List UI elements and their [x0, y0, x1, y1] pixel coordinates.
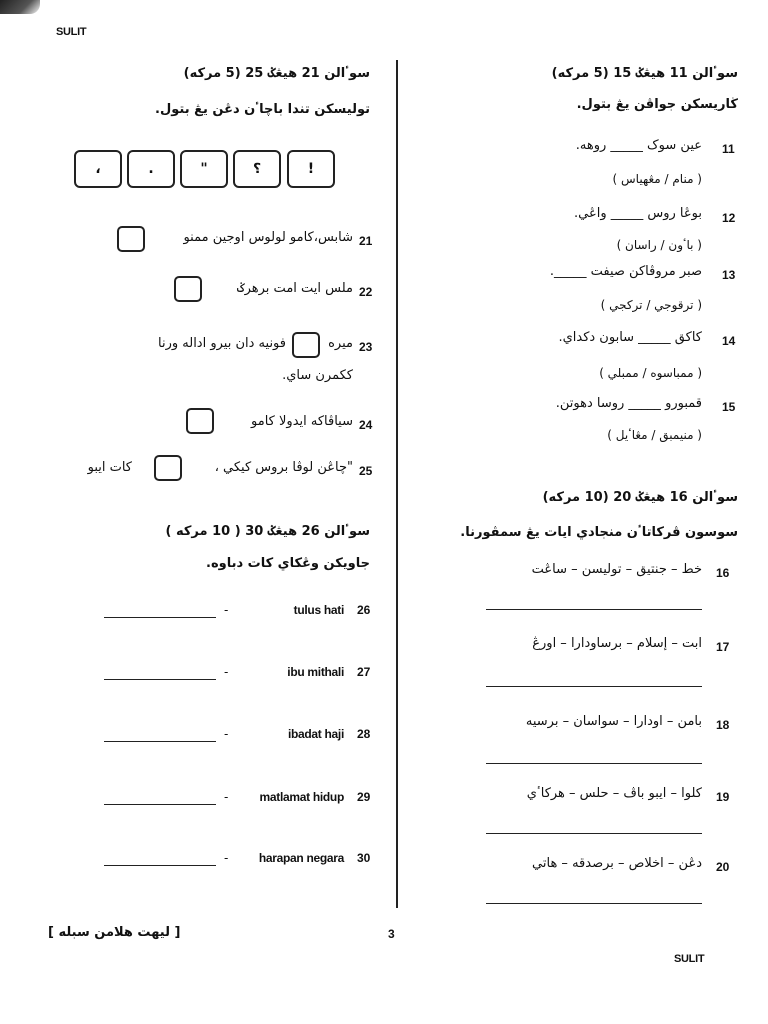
question-14-text: كاكق _____ سابون دكداي.: [558, 330, 702, 345]
dash: -: [224, 727, 229, 741]
question-24-text: سياڤاكه ايدولا كامو: [251, 414, 353, 429]
answer-box-22[interactable]: [174, 276, 202, 302]
question-number: 15: [722, 400, 736, 414]
section-16-20-instruction: سوسون ڤركاتاٴن منجادي ايات يڠ سمڤورنا.: [460, 525, 738, 540]
answer-line-18[interactable]: [486, 763, 702, 764]
answer-line-19[interactable]: [486, 833, 702, 834]
punctuation-box-question: ؟: [233, 150, 281, 188]
question-number: 18: [716, 718, 730, 732]
answer-box-25[interactable]: [154, 455, 182, 481]
question-number: 16: [716, 566, 730, 580]
question-18-text: بامن – اودارا – سواسان – برسيه: [525, 714, 702, 729]
rumi-word-26: tulus hati: [293, 603, 344, 617]
question-number: 14: [722, 334, 736, 348]
question-16-text: خط – جنتيق – توليسن – ساڠت: [531, 562, 702, 577]
turn-page-note: [ ليهت هلامن سبله ]: [48, 925, 181, 940]
answer-line-27[interactable]: [104, 679, 216, 680]
column-divider: [396, 60, 398, 908]
question-11-options: ( منام / مڠهياس ): [612, 172, 702, 186]
question-12-text: بوڠا روس _____ واڠي.: [574, 206, 702, 221]
rumi-word-28: ibadat haji: [287, 727, 344, 741]
question-13-options: ( ترقوجي / ترکجي ): [600, 298, 702, 312]
rumi-word-30: harapan negara: [258, 851, 344, 865]
question-25-text-b: كات ايبو: [87, 460, 132, 475]
question-number: 21: [359, 234, 373, 248]
question-number: 19: [716, 790, 730, 804]
answer-box-24[interactable]: [186, 408, 214, 434]
punctuation-box-period: .: [127, 150, 175, 188]
question-12-options: ( باٴون / راسان ): [616, 238, 702, 252]
dash: -: [224, 790, 229, 804]
sulit-label-top: SULIT: [56, 26, 87, 38]
question-23-text-c: ككمرن ساي.: [282, 368, 353, 383]
question-number: 20: [716, 860, 730, 874]
dash: -: [224, 603, 229, 617]
answer-line-16[interactable]: [486, 609, 702, 610]
section-11-15-heading: سوٴالن 11 هيڠݢ 15 (5 مركه): [551, 66, 738, 81]
section-26-30-heading: سوٴالن 26 هيڠݢ 30 ( 10 مركه ): [165, 524, 370, 539]
question-number: 28: [357, 727, 371, 741]
punctuation-box-exclamation: !: [287, 150, 335, 188]
scan-corner-mark: [0, 0, 40, 14]
question-number: 27: [357, 665, 371, 679]
section-21-25-heading: سوٴالن 21 هيڠݢ 25 (5 مركه): [183, 66, 370, 81]
question-19-text: كلوا – ايبو باڤ – حلس – هركاٴي: [526, 786, 702, 801]
question-number: 23: [359, 340, 373, 354]
answer-line-17[interactable]: [486, 686, 702, 687]
answer-box-23[interactable]: [292, 332, 320, 358]
section-26-30-instruction: جاويكن وڠكاي كات دباوه.: [206, 556, 370, 571]
question-22-text: ملس ايت امت برهرݢ: [236, 281, 353, 296]
punctuation-box-quote: ": [180, 150, 228, 188]
dash: -: [224, 851, 229, 865]
answer-line-28[interactable]: [104, 741, 216, 742]
answer-line-20[interactable]: [486, 903, 702, 904]
punctuation-box-comma: ،: [74, 150, 122, 188]
answer-line-26[interactable]: [104, 617, 216, 618]
question-15-text: قمبورو _____ روسا دهوتن.: [555, 396, 702, 411]
question-15-options: ( منيمبق / مڠاٴيل ): [607, 428, 702, 442]
question-number: 24: [359, 418, 373, 432]
answer-box-21[interactable]: [117, 226, 145, 252]
page-number: 3: [388, 927, 395, 941]
question-number: 25: [359, 464, 373, 478]
question-14-options: ( ممباسوه / ممبلي ): [599, 366, 702, 380]
rumi-word-27: ibu mithali: [287, 665, 344, 679]
section-21-25-instruction: توليسكن تندا باچاٴن دڠن يڠ بتول.: [155, 102, 370, 117]
answer-line-29[interactable]: [104, 804, 216, 805]
dash: -: [224, 665, 229, 679]
question-20-text: دڠن – اخلاص – برصدقه – هاتي: [532, 856, 702, 871]
answer-line-30[interactable]: [104, 865, 216, 866]
question-23-text-b: فونيه دان بيرو اداله ورنا: [158, 336, 286, 351]
question-number: 13: [722, 268, 736, 282]
question-number: 30: [357, 851, 371, 865]
question-number: 11: [722, 142, 735, 156]
question-21-text: شابس،كامو لولوس اوجين ممنو: [183, 230, 353, 245]
question-number: 17: [716, 640, 730, 654]
question-13-text: صبر مروڤاكن صيفت _____.: [549, 264, 702, 279]
section-16-20-heading: سوٴالن 16 هيڠݢ 20 (10 مركه): [542, 490, 738, 505]
question-number: 12: [722, 211, 736, 225]
question-11-text: عين سوک _____ روهه.: [575, 138, 702, 153]
rumi-word-29: matlamat hidup: [259, 790, 344, 804]
sulit-label-bottom: SULIT: [674, 953, 705, 965]
question-23-text-a: ميره: [328, 336, 353, 351]
question-17-text: ابت – إسلام – برساودارا – اورڠ: [532, 636, 702, 651]
question-number: 22: [359, 285, 373, 299]
section-11-15-instruction: ڬاريسكن جواڤن يڠ بتول.: [576, 97, 738, 112]
question-number: 26: [357, 603, 371, 617]
question-number: 29: [357, 790, 371, 804]
question-25-text-a: "چاڠن لوڤا بروس كيكي ،: [214, 460, 353, 475]
